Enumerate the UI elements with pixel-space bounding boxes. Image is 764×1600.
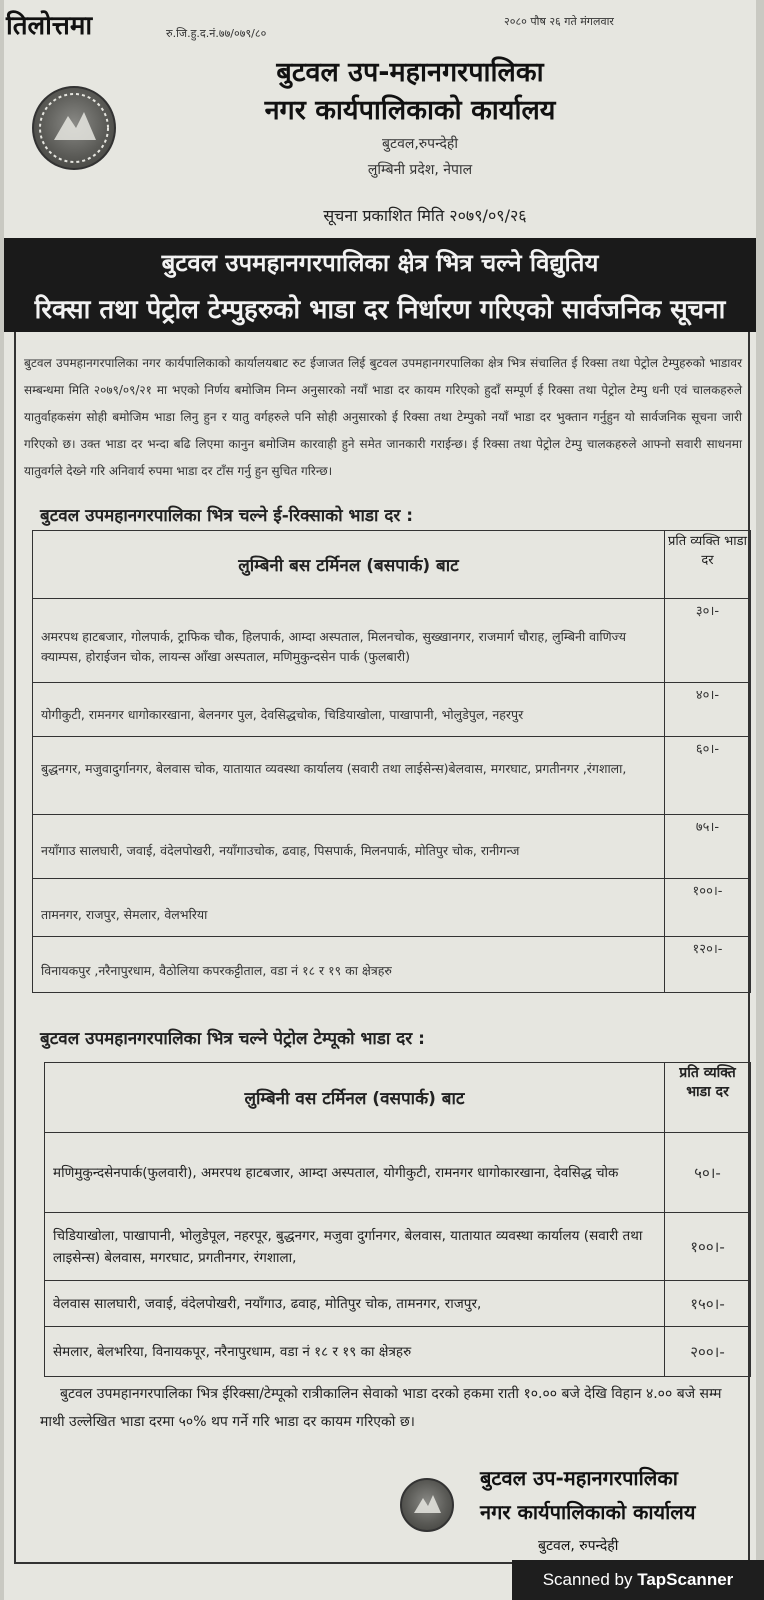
table-row [33, 815, 751, 879]
fare-value: १२०।- [665, 937, 751, 993]
registration-number: रु.जि.हु.द.नं.७७/०७९/८० [166, 27, 267, 40]
notice-title-banner [4, 238, 756, 332]
table-row [45, 1213, 751, 1281]
destination-list: तामनगर, राजपुर, सेमलार, वेलभरिया [33, 879, 665, 937]
fare-value: ७५।- [665, 815, 751, 879]
banner-line-2: रिक्सा तथा पेट्रोल टेम्पुहरुको भाडा दर निर्धारण गरिएको सार्वजनिक सूचना [34, 295, 726, 325]
destination-list: विनायकपुर ,नरैनापुरधाम, वैठोलिया कपरकट्टीताल, वडा नं १८ र १९ का क्षेत्रहरु [33, 937, 665, 993]
night-service-note: बुटवल उपमहानगरपालिका भित्र ईरिक्सा/टेम्पूको रात्रीकालिन सेवाको भाडा दरको हकमा राती १०.०० बजे देखि विहान ४.०० बजे सम्म माथी उल्लेखित भाडा दरमा ५०% थप गर्ने गरि भाडा दर कायम गरिएको छ। [40, 1386, 722, 1430]
erickshaw-rate-header: प्रति व्यक्ति भाडा दर [665, 531, 751, 599]
watermark-prefix: Scanned by [542, 1570, 638, 1589]
fare-value: ६०।- [665, 737, 751, 815]
destination-list: योगीकुटी, रामनगर धागोकारखाना, बेलनगर पुल, देवसिद्धचोक, चिडियाखोला, पाखापानी, भोलुडेपुल, नहरपुर [33, 683, 665, 737]
fare-value: २००।- [665, 1327, 751, 1377]
intro-paragraph: बुटवल उपमहानगरपालिका नगर कार्यपालिकाको कार्यालयबाट रुट ईजाजत लिई बुटवल उपमहानगरपालिका क्षेत्र भित्र संचालित ई रिक्सा तथा पेट्रोल टेम्पुहरुको भाडावर सम्बन्धमा मिति २०७९/०९/२१ मा भएको निर्णय बमोजिम निम्न अनुसारको नयाँ भाडा दर कायम गरिएको हुदाँ सम्पूर्ण ई रिक्सा तथा पेट्रोल टेम्पु धनी एवं चालकहरुले यातुर्वाहकसंग सोही बमोजिम भाडा लिनु हुन र यातु वर्गहरुले पनि सोही अनुसारको ई रिक्सा तथा टेम्पुको नयाँ भाडा दर भुक्तान गर्नुहुन यो सार्वजनिक सूचना जारी गरिएको छ। उक्त भाडा दर भन्दा बढि लिएमा कानुन बमोजिम कारवाही हुने समेत जानकारी गराईन्छ। ई रिक्सा तथा पेट्रोल टेम्पु चालकहरुले आफ्नो सवारी साधनमा यातुवर्गले देख्ने गरि अनिवार्य रुपमा भाडा दर टाँस गर्नु हुन सुचित गरिन्छ। [24, 356, 742, 478]
fare-value: ३०।- [665, 599, 751, 683]
fare-value: १००।- [665, 879, 751, 937]
tempo-place-header: लुम्बिनी वस टर्मिनल (वसपार्क) बाट [45, 1063, 665, 1133]
table-row [33, 879, 751, 937]
province-country: लुम्बिनी प्रदेश, नेपाल [367, 162, 473, 178]
erickshaw-fare-table [32, 530, 751, 993]
watermark-brand: TapScanner [637, 1570, 734, 1589]
newspaper-name: तिलोत्तमा [6, 11, 93, 41]
fare-value: १५०।- [665, 1281, 751, 1327]
destination-list: नयाँगाउ सालघारी, जवाई, वंदेलपोखरी, नयाँगाउचोक, ढवाह, पिसपार्क, मिलनपार्क, मोतिपुर चोक, रानीगन्ज [33, 815, 665, 879]
destination-list: चिडियाखोला, पाखापानी, भोलुडेपूल, नहरपूर, बुद्धनगर, मजुवा दुर्गानगर, बेलवास, यातायात व्यवस्था कार्यालय (सवारी तथा लाइसेन्स) बेलवास, मगरघाट, प्रगतीनगर, रंगशाला, [45, 1213, 665, 1281]
table-row [33, 737, 751, 815]
signature-location: बुटवल, रुपन्देही [538, 1538, 619, 1554]
office-name: नगर कार्यपालिकाको कार्यालय [264, 95, 556, 126]
signature-municipality: बुटवल उप-महानगरपालिका [480, 1466, 678, 1490]
destination-list: वेलवास सालघारी, जवाई, वंदेलपोखरी, नयाँगाउ, ढवाह, मोतिपुर चोक, तामनगर, राजपुर, [45, 1281, 665, 1327]
erickshaw-section-title: बुटवल उपमहानगरपालिका भित्र चल्ने ई-रिक्साको भाडा दर : [40, 506, 414, 526]
banner-line-1: बुटवल उपमहानगरपालिका क्षेत्र भित्र चल्ने विद्युतिय [161, 249, 599, 277]
erickshaw-place-header: लुम्बिनी बस टर्मिनल (बसपार्क) बाट [33, 531, 665, 599]
publication-date: २०८० पौष २६ गते मंगलवार [504, 15, 614, 28]
table-row [33, 937, 751, 993]
destination-list: अमरपथ हाटबजार, गोलपार्क, ट्राफिक चौक, हिलपार्क, आम्दा अस्पताल, मिलनचोक, सुख्खानगर, राजमार्ग चौराह, लुम्बिनी वाणिज्य क्याम्पस, होराईजन चोक, लायन्स आँखा अस्पताल, मणिमुकुन्दसेन पार्क (फुलबारी) [33, 599, 665, 683]
nepal-emblem-icon [400, 1478, 454, 1532]
fare-value: १००।- [665, 1213, 751, 1281]
fare-value: ४०।- [665, 683, 751, 737]
published-date: सूचना प्रकाशित मिति २०७९/०९/२६ [323, 206, 527, 225]
masthead [4, 0, 756, 40]
table-row [33, 683, 751, 737]
tempo-section-title: बुटवल उपमहानगरपालिका भित्र चल्ने पेट्रोल टेम्पूको भाडा दर : [40, 1029, 425, 1049]
table-row [45, 1327, 751, 1377]
tempo-rate-header: प्रति व्यक्ति भाडा दर [665, 1063, 751, 1133]
signature-office: नगर कार्यपालिकाको कार्यालय [480, 1500, 696, 1524]
destination-list: बुद्धनगर, मजुवादुर्गानगर, बेलवास चोक, यातायात व्यवस्था कार्यालय (सवारी तथा लाईसेन्स)बेलवास, मगरघाट, प्रगतीनगर ,रंगशाला, [33, 737, 665, 815]
office-location: बुटवल,रुपन्देही [382, 136, 458, 152]
table-row [45, 1133, 751, 1213]
scanner-watermark [512, 1560, 764, 1600]
municipality-name: बुटवल उप-महानगरपालिका [276, 57, 544, 88]
destination-list: सेमलार, बेलभरिया, विनायकपूर, नरैनापुरधाम, वडा नं १८ र १९ का क्षेत्रहरु [45, 1327, 665, 1377]
fare-value: ५०।- [665, 1133, 751, 1213]
tempo-fare-table [44, 1062, 751, 1377]
table-row [45, 1281, 751, 1327]
table-row [33, 599, 751, 683]
destination-list: मणिमुकुन्दसेनपार्क(फुलवारी), अमरपथ हाटबजार, आम्दा अस्पताल, योगीकुटी, रामनगर धागोकारखाना, देवसिद्ध चोक [45, 1133, 665, 1213]
